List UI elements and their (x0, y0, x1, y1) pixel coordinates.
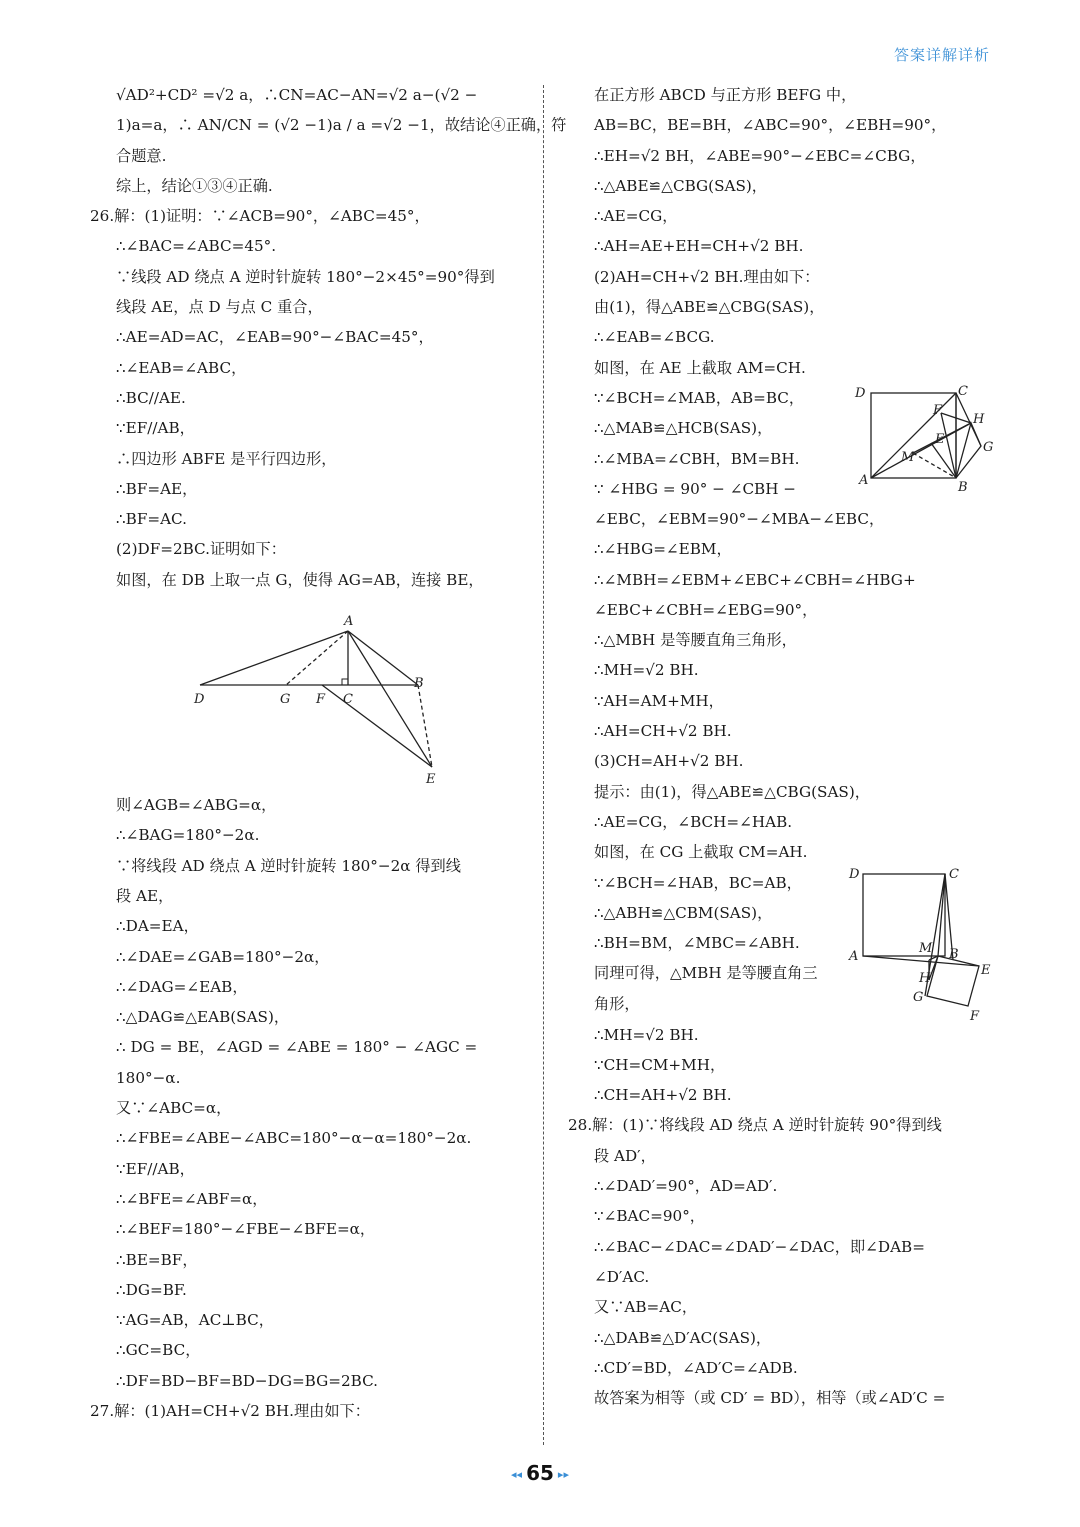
point-label: H (973, 411, 985, 427)
left-text-bottom (90, 790, 530, 1426)
text-line: 如图，在 AE 上截取 AM=CH. (594, 358, 806, 377)
text-line: ∴∠DAD′=90°，AD=AD′. (594, 1177, 778, 1196)
next-page-icon: ▸▸ (557, 1468, 569, 1481)
text-line: ∵将线段 AD 绕点 A 逆时针旋转 180°−2α 得到线 (116, 856, 461, 875)
text-line: ∴∠HBG=∠EBM， (594, 540, 732, 559)
text-line: ∴四边形 ABFE 是平行四边形， (116, 449, 337, 468)
text-line: 同理可得，△MBH 是等腰直角三 (594, 964, 818, 983)
point-label: E (935, 431, 945, 447)
point-label: B (414, 676, 424, 692)
text-line: 27.解：(1)AH=CH+√2 BH.理由如下： (90, 1401, 370, 1420)
text-line: 如图，在 CG 上截取 CM=AH. (594, 843, 808, 862)
text-line: ∠D′AC. (594, 1267, 650, 1286)
header-title: 答案详解详析 (893, 46, 990, 64)
figure-27-3-diagram (843, 856, 1003, 1026)
text-line: 合题意. (116, 146, 167, 165)
text-line: √AD²+CD² =√2 a，∴CN=AC−AN=√2 a−(√2 − (116, 86, 478, 104)
text-line: ∴△ABH≌△CBM(SAS)， (594, 903, 773, 922)
text-line: ∵EF//AB， (116, 419, 195, 438)
figure-27-2-row (568, 383, 998, 504)
text-line: 如图，在 DB 上取一点 G，使得 AG=AB，连接 BE， (116, 570, 484, 589)
text-line: ∴BF=AC. (116, 510, 187, 529)
point-label: D (855, 385, 866, 401)
text-line: 提示：由(1)，得△ABE≌△CBG(SAS)， (594, 782, 870, 801)
figure-27-3-row (568, 866, 998, 1024)
right-text-c (568, 504, 998, 868)
text-line: ∴CD′=BD，∠AD′C=∠ADB. (594, 1358, 798, 1377)
text-line: ∴DF=BD−BF=BD−DG=BG=2BC. (116, 1371, 378, 1390)
text-line: ∵CH=CM+MH， (594, 1055, 726, 1074)
text-line: (2)DF=2BC.证明如下： (116, 540, 286, 559)
text-line: 线段 AE，点 D 与点 C 重合， (116, 298, 323, 317)
text-line: ∴AE=CG，∠BCH=∠HAB. (594, 812, 793, 831)
point-label: B (949, 946, 959, 962)
text-line: ∴△DAB≌△D′AC(SAS)， (594, 1328, 772, 1347)
text-line: ∴CH=AH+√2 BH. (594, 1086, 732, 1105)
text-line: 又∵AB=AC， (594, 1298, 698, 1317)
point-label: E (426, 772, 436, 788)
text-line: 角形， (594, 994, 640, 1013)
left-text-top (90, 80, 567, 595)
text-line: ∵∠BCH=∠MAB，AB=BC， (594, 388, 805, 407)
point-label: G (983, 439, 994, 455)
text-line: ∴AE=AD=AC，∠EAB=90°−∠BAC=45°， (116, 328, 434, 347)
text-line: (3)CH=AH+√2 BH. (594, 752, 744, 771)
point-label: H (919, 970, 931, 986)
point-label: C (343, 692, 353, 708)
text-line: ∴∠MBH=∠EBM+∠EBC+∠CBH=∠HBG+ (594, 570, 916, 589)
text-line: ∴DA=EA， (116, 917, 199, 936)
text-line: ∴DG=BF. (116, 1280, 187, 1299)
point-label: C (958, 383, 968, 399)
text-line: ∵∠BAC=90°， (594, 1207, 705, 1226)
text-line: ∴AH=CH+√2 BH. (594, 722, 732, 741)
page-number-value: 65 (526, 1461, 554, 1485)
text-line: ∴∠BEF=180°−∠FBE−∠BFE=α， (116, 1220, 376, 1239)
text-line: 段 AD′， (594, 1146, 656, 1165)
text-line: ∵∠BCH=∠HAB，BC=AB， (594, 873, 802, 892)
text-line: 180°−α. (116, 1068, 181, 1087)
text-line: ∴GC=BC， (116, 1341, 201, 1360)
text-line: ∵ ∠HBG = 90° − ∠CBH − (594, 479, 797, 498)
text-line: 则∠AGB=∠ABG=α， (116, 796, 277, 815)
text-line: 故答案为相等（或 CD′ = BD），相等（或∠AD′C = (594, 1389, 946, 1408)
text-line: ∴∠EAB=∠ABC， (116, 358, 247, 377)
text-line: ∴BF=AE， (116, 479, 198, 498)
text-line: ∴∠BAG=180°−2α. (116, 826, 260, 845)
prev-page-icon: ◂◂ (511, 1468, 523, 1481)
text-line: ∵AG=AB，AC⊥BC， (116, 1311, 274, 1330)
text-line: ∴∠MBA=∠CBH，BM=BH. (594, 449, 800, 468)
text-line: ∴BH=BM，∠MBC=∠ABH. (594, 934, 800, 953)
point-label: F (970, 1008, 980, 1024)
text-line: ∠EBC，∠EBM=90°−∠MBA−∠EBC， (594, 509, 885, 528)
point-label: G (280, 692, 291, 708)
text-line: 段 AE， (116, 886, 174, 905)
right-column (568, 80, 998, 1413)
page-number (0, 1461, 1080, 1485)
text-line: 28.解：(1)∵将线段 AD 绕点 A 逆时针旋转 90°得到线 (568, 1116, 942, 1135)
text-line: ∵EF//AB， (116, 1159, 195, 1178)
figure-26 (90, 595, 530, 790)
text-line: ∴ DG = BE，∠AGD = ∠ABE = 180° − ∠AGC = (116, 1038, 478, 1057)
text-line: 1)a=a，∴ AN/CN = (√2 −1)a / a =√2 −1，故结论④正确，符 (116, 116, 567, 135)
text-line: ∴∠BAC−∠DAC=∠DAD′−∠DAC，即∠DAB= (594, 1237, 925, 1256)
text-line: ∴△ABE≌△CBG(SAS)， (594, 176, 767, 195)
point-label: M (919, 940, 933, 956)
figure-26-diagram (90, 595, 530, 790)
text-line: 综上，结论①③④正确. (116, 176, 273, 195)
text-line: ∴EH=√2 BH，∠ABE=90°−∠EBC=∠CBG， (594, 146, 926, 165)
text-line: ∴BC//AE. (116, 388, 186, 407)
point-label: A (849, 948, 859, 964)
text-line: 在正方形 ABCD 与正方形 BEFG 中， (594, 86, 857, 104)
point-label: A (344, 614, 354, 630)
left-column (90, 80, 567, 1426)
point-label: F (933, 402, 943, 418)
text-line: ∴∠BFE=∠ABF=α， (116, 1189, 268, 1208)
text-line: ∴MH=√2 BH. (594, 1025, 699, 1044)
text-line: ∴△MAB≌△HCB(SAS)， (594, 419, 773, 438)
point-label: D (194, 692, 205, 708)
point-label: E (981, 962, 991, 978)
text-line: 由(1)，得△ABE≌△CBG(SAS)， (594, 298, 825, 317)
text-line: ∴AE=CG， (594, 207, 678, 226)
right-text-e (568, 1020, 998, 1414)
text-line: ∴BE=BF， (116, 1250, 198, 1269)
point-label: A (859, 472, 869, 488)
text-line: ∴∠EAB=∠BCG. (594, 328, 715, 347)
text-line: ∴△DAG≌△EAB(SAS)， (116, 1008, 290, 1027)
text-line: 又∵∠ABC=α， (116, 1099, 232, 1118)
text-line: ∵线段 AD 绕点 A 逆时针旋转 180°−2×45°=90°得到 (116, 267, 495, 286)
text-line: 26.解：(1)证明：∵∠ACB=90°，∠ABC=45°， (90, 207, 430, 226)
column-divider (543, 85, 544, 1445)
point-label: M (901, 449, 915, 465)
text-line: ∴MH=√2 BH. (594, 661, 699, 680)
text-line: ∴AH=AE+EH=CH+√2 BH. (594, 237, 804, 256)
right-text-a (568, 80, 998, 383)
point-label: B (958, 479, 968, 495)
text-line: AB=BC，BE=BH，∠ABC=90°，∠EBH=90°， (594, 116, 947, 135)
text-line: ∴∠FBE=∠ABE−∠ABC=180°−α−α=180°−2α. (116, 1129, 472, 1148)
text-line: ∠EBC+∠CBH=∠EBG=90°， (594, 600, 818, 619)
text-line: (2)AH=CH+√2 BH.理由如下： (594, 267, 820, 286)
text-line: ∴∠DAE=∠GAB=180°−2α， (116, 947, 330, 966)
point-label: C (949, 866, 959, 882)
point-label: D (849, 866, 860, 882)
figure-27-2-diagram (843, 381, 998, 506)
point-label: G (913, 989, 924, 1005)
text-line: ∴△MBH 是等腰直角三角形， (594, 631, 797, 650)
text-line: ∴∠BAC=∠ABC=45°. (116, 237, 277, 256)
point-label: F (316, 692, 326, 708)
text-line: ∴∠DAG=∠EAB， (116, 977, 248, 996)
text-line: ∵AH=AM+MH， (594, 691, 724, 710)
